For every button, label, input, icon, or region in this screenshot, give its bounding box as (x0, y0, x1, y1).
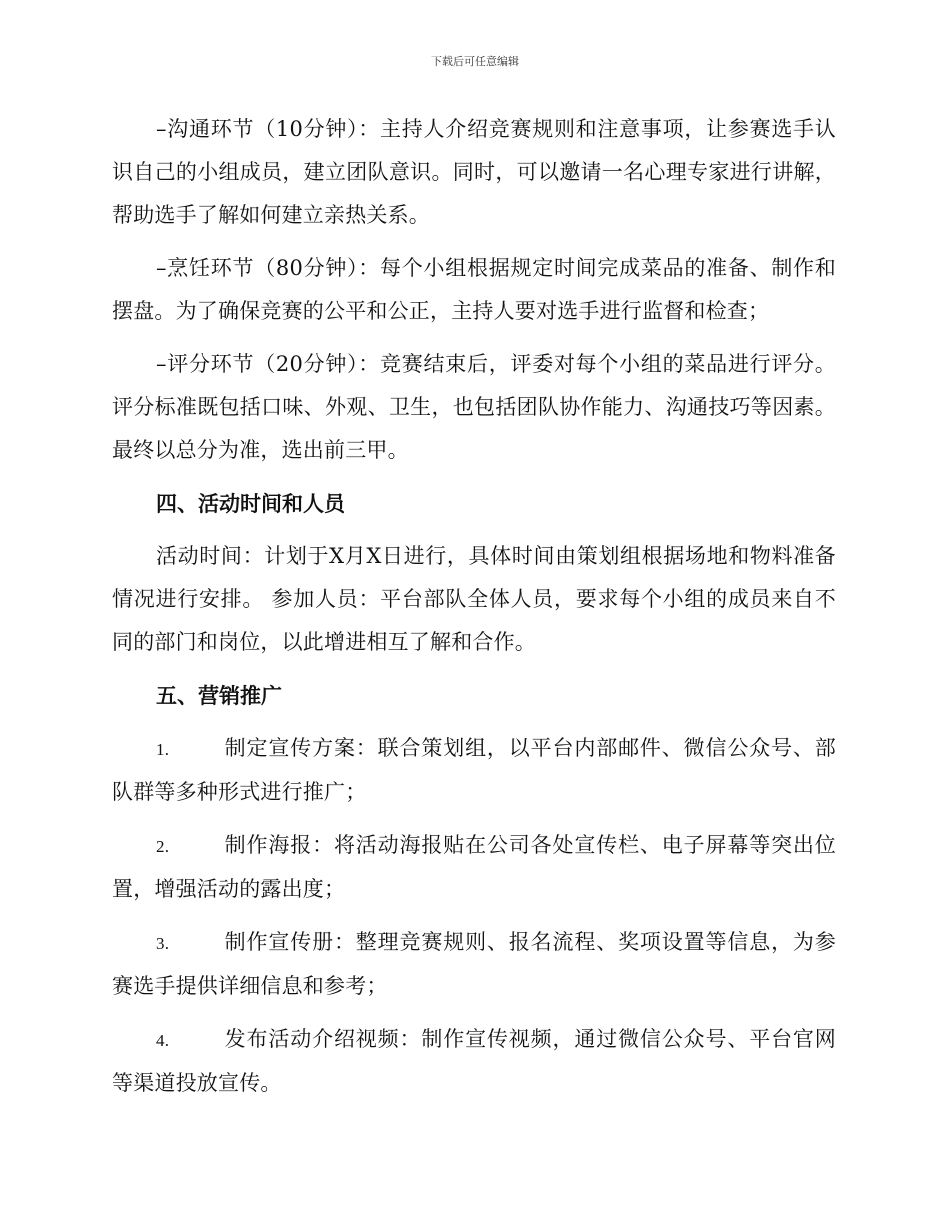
section-heading-marketing: 五、营销推广 (156, 683, 282, 708)
list-item-text: 制定宣传方案：联合策划组，以平台内部邮件、微信公众号、部队群等多种形式进行推广； (112, 736, 836, 804)
section-heading-time-and-staff: 四、活动时间和人员 (156, 491, 345, 516)
list-item-number: 2. (156, 837, 170, 856)
list-item (112, 1018, 836, 1105)
list-item (112, 727, 836, 814)
paragraph-time-and-staff: 活动时间：计划于X月X日进行，具体时间由策划组根据场地和物料准备情况进行安排。 参加人员：平台部队全体人员，要求每个小组的成员来自不同的部门和岗位，以此增进相互了解和合作。 (112, 544, 836, 654)
paragraph-cooking-session: –烹饪环节（80分钟）：每个小组根据规定时间完成菜品的准备、制作和摆盘。为了确保竞赛的公平和公正，主持人要对选手进行监督和检查； (112, 256, 836, 323)
paragraph-communication-session: –沟通环节（10分钟）：主持人介绍竞赛规则和注意事项，让参赛选手认识自己的小组成员，建立团队意识。同时，可以邀请一名心理专家进行讲解，帮助选手了解如何建立亲热关系。 (112, 117, 836, 227)
list-item (112, 921, 836, 1008)
page-header: 下载后可任意编辑 (431, 55, 519, 68)
paragraph-scoring-session: –评分环节（20分钟）：竞赛结束后，评委对每个小组的菜品进行评分。评分标准既包括口味、外观、卫生，也包括团队协作能力、沟通技巧等因素。最终以总分为准，选出前三甲。 (112, 352, 836, 462)
list-item (112, 824, 836, 911)
list-item-number: 3. (156, 934, 170, 953)
list-item-text: 制作宣传册：整理竞赛规则、报名流程、奖项设置等信息，为参赛选手提供详细信息和参考； (112, 930, 836, 998)
list-item-number: 1. (156, 740, 170, 759)
document-body (112, 108, 836, 1115)
list-item-text: 发布活动介绍视频：制作宣传视频，通过微信公众号、平台官网等渠道投放宣传。 (112, 1027, 836, 1095)
list-item-text: 制作海报：将活动海报贴在公司各处宣传栏、电子屏幕等突出位置，增强活动的露出度； (112, 833, 836, 901)
list-item-number: 4. (156, 1031, 170, 1050)
